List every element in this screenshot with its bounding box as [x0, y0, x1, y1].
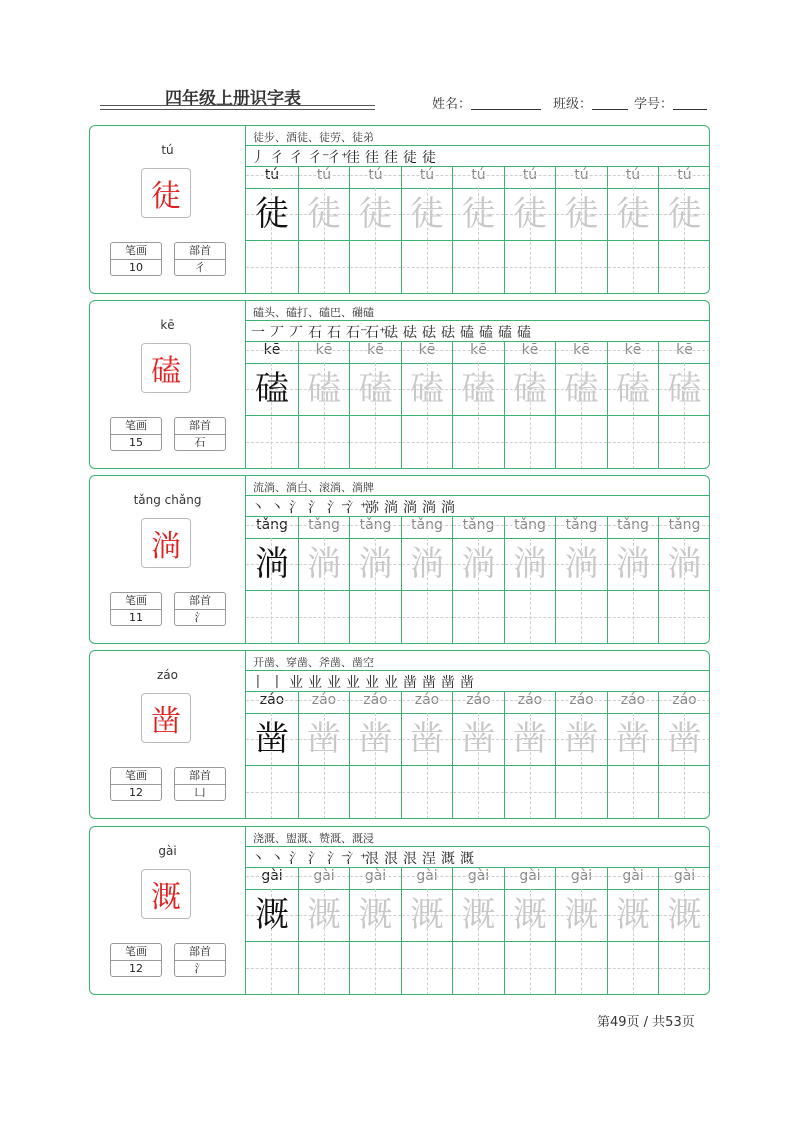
- cell-character: 磕: [410, 369, 444, 409]
- cell-character: 溉: [667, 895, 702, 935]
- stroke-step: 丨: [270, 675, 284, 691]
- stroke-step: 氵: [308, 500, 322, 516]
- stroke-order-row: [246, 670, 710, 692]
- practice-cell[interactable]: [658, 868, 710, 995]
- stroke-count-label: 笔画: [111, 418, 161, 435]
- practice-cell[interactable]: [401, 692, 453, 819]
- stroke-count-box: [110, 242, 162, 276]
- cell-character: 磕: [358, 369, 393, 409]
- character-pinyin: tú: [161, 143, 174, 157]
- stroke-count-label: 笔画: [111, 593, 161, 610]
- character-display: 凿: [141, 693, 191, 743]
- stroke-step: 淌: [422, 500, 436, 516]
- radical-box: [174, 242, 226, 276]
- stroke-count-box: [110, 767, 162, 801]
- cell-pinyin: záo: [517, 692, 543, 708]
- cell-pinyin: gài: [364, 868, 387, 884]
- stroke-step: 磕: [460, 325, 474, 341]
- practice-cell[interactable]: [452, 517, 504, 644]
- stroke-step: 丆: [270, 325, 284, 341]
- stroke-step: 凿: [460, 675, 474, 691]
- cell-character: 徒: [307, 194, 341, 234]
- character-info-panel: [90, 476, 246, 643]
- radical-label: 部首: [175, 243, 225, 260]
- stroke-step: 氵: [308, 851, 322, 867]
- cell-character: 淌: [461, 544, 496, 584]
- cell-character: 磕: [461, 369, 496, 409]
- cell-pinyin: kē: [315, 342, 333, 358]
- stroke-step: 业: [308, 675, 322, 691]
- stroke-step: 丆: [289, 325, 303, 341]
- cell-character: 磕: [513, 369, 547, 409]
- stroke-count-box: [110, 417, 162, 451]
- cell-character: 凿: [307, 719, 341, 759]
- practice-cell[interactable]: [658, 692, 710, 819]
- practice-cell[interactable]: [607, 342, 659, 469]
- cell-pinyin: záo: [259, 692, 285, 708]
- character-card: [89, 300, 710, 469]
- stroke-order-row: [246, 145, 710, 167]
- stroke-step: 业: [289, 675, 303, 691]
- stroke-step: 彳: [270, 150, 284, 166]
- stroke-step: 业: [346, 675, 360, 691]
- stroke-step: 丶: [270, 851, 284, 867]
- practice-cell[interactable]: [298, 868, 350, 995]
- cell-pinyin: záo: [363, 692, 388, 708]
- character-pinyin: záo: [157, 668, 178, 682]
- practice-grid: [246, 692, 710, 819]
- practice-cell[interactable]: [607, 692, 659, 819]
- cell-pinyin: tǎng: [565, 517, 598, 533]
- stroke-step: 泿: [384, 851, 398, 867]
- cell-pinyin: tǎng: [256, 517, 288, 533]
- cell-pinyin: gài: [570, 868, 593, 884]
- example-words: 徒步、酒徒、徒劳、徒弟: [253, 131, 374, 144]
- character-info-panel: [90, 827, 246, 994]
- character-card: [89, 475, 710, 644]
- cell-character: 凿: [667, 719, 702, 759]
- cell-pinyin: tǎng: [514, 517, 546, 533]
- character-pinyin: kē: [160, 318, 175, 332]
- stroke-count-label: 笔画: [111, 944, 161, 961]
- cell-character: 溉: [358, 895, 393, 935]
- stroke-step: 石⁻: [346, 325, 368, 341]
- stroke-step: 徒: [403, 150, 417, 166]
- stroke-step: 凿: [441, 675, 455, 691]
- radical-box: [174, 767, 226, 801]
- practice-cell[interactable]: [349, 167, 401, 294]
- cell-character: 淌: [255, 544, 289, 584]
- cell-pinyin: kē: [263, 342, 281, 358]
- stroke-step: 砝: [422, 325, 436, 341]
- practice-cell[interactable]: [246, 692, 298, 819]
- character-card: [89, 650, 710, 819]
- cell-character: 溉: [616, 895, 650, 935]
- radical-value: 凵: [194, 786, 206, 799]
- example-words: 流淌、淌白、滚淌、淌牌: [253, 481, 374, 494]
- cell-pinyin: záo: [311, 692, 337, 708]
- cell-pinyin: gài: [261, 868, 283, 884]
- stroke-step: 泿: [403, 851, 417, 867]
- cell-character: 淌: [410, 544, 444, 584]
- cell-pinyin: tú: [625, 167, 641, 183]
- worksheet-title: 四年级上册识字表: [165, 89, 301, 109]
- practice-cell[interactable]: [607, 517, 659, 644]
- character-info-panel: [90, 301, 246, 468]
- radical-label: 部首: [175, 944, 225, 961]
- character-card: [89, 125, 710, 294]
- stroke-step: 磕: [479, 325, 493, 341]
- cell-character: 凿: [564, 719, 599, 759]
- practice-grid: [246, 167, 710, 294]
- stroke-count-value: 12: [129, 962, 143, 975]
- cell-character: 凿: [410, 719, 444, 759]
- name-label: 姓名：: [432, 97, 472, 112]
- practice-cell[interactable]: [401, 167, 453, 294]
- stroke-step: 砝: [441, 325, 455, 341]
- practice-cell[interactable]: [504, 692, 556, 819]
- cell-pinyin: gài: [416, 868, 438, 884]
- practice-cell[interactable]: [298, 517, 350, 644]
- stroke-step: 石: [308, 325, 322, 341]
- practice-cell[interactable]: [555, 342, 607, 469]
- stroke-step: 砝: [403, 325, 417, 341]
- cell-character: 凿: [358, 719, 393, 759]
- character-display: 淌: [141, 518, 191, 568]
- practice-cell[interactable]: [555, 868, 607, 995]
- stroke-step: 业: [384, 675, 398, 691]
- stroke-step: 氵⁺: [346, 500, 368, 516]
- stroke-step: 徍: [384, 150, 398, 166]
- practice-cell[interactable]: [607, 868, 659, 995]
- practice-cell[interactable]: [401, 868, 453, 995]
- cell-pinyin: tú: [574, 167, 589, 183]
- stroke-step: 彳⁺: [327, 150, 349, 166]
- stroke-step: 砝: [384, 325, 398, 341]
- cell-pinyin: kē: [676, 342, 693, 358]
- stroke-step: 丶: [251, 851, 265, 867]
- stroke-step: 㳽: [365, 500, 379, 516]
- stroke-step: 彳: [289, 150, 303, 166]
- practice-cell[interactable]: [555, 167, 607, 294]
- page-number: 第49页 / 共53页: [597, 1015, 695, 1030]
- character-card: [89, 826, 710, 995]
- cell-character: 淌: [307, 544, 341, 584]
- cell-character: 淌: [358, 544, 393, 584]
- cell-pinyin: gài: [622, 868, 644, 884]
- practice-cell[interactable]: [401, 342, 453, 469]
- cell-pinyin: tǎng: [308, 517, 340, 533]
- class-field[interactable]: [553, 93, 628, 112]
- practice-cell[interactable]: [298, 342, 350, 469]
- cell-pinyin: tǎng: [668, 517, 701, 533]
- cell-pinyin: tú: [522, 167, 538, 183]
- cell-character: 溉: [307, 895, 341, 935]
- stroke-step: 彳⁻: [308, 150, 330, 166]
- practice-cell[interactable]: [349, 692, 401, 819]
- stroke-count-label: 笔画: [111, 768, 161, 785]
- practice-cell[interactable]: [349, 342, 401, 469]
- title-underline: [100, 105, 375, 106]
- cell-character: 徒: [616, 194, 650, 234]
- practice-cell[interactable]: [555, 517, 607, 644]
- cell-character: 淌: [564, 544, 599, 584]
- stroke-step: 业: [327, 675, 341, 691]
- stroke-count-value: 15: [129, 436, 143, 449]
- cell-character: 徒: [667, 194, 702, 234]
- stroke-step: 氵⁻: [327, 851, 349, 867]
- cell-pinyin: tú: [368, 167, 383, 183]
- character-info-panel: [90, 651, 246, 818]
- stroke-order-row: [246, 320, 710, 342]
- stroke-step: 淌: [384, 500, 398, 516]
- cell-character: 徒: [564, 194, 599, 234]
- cell-pinyin: tú: [316, 167, 332, 183]
- stroke-step: 徒: [422, 150, 436, 166]
- cell-pinyin: záo: [569, 692, 594, 708]
- practice-cell[interactable]: [452, 692, 504, 819]
- stroke-step: 徍: [365, 150, 379, 166]
- practice-cell[interactable]: [658, 517, 710, 644]
- stroke-step: 泿: [365, 851, 379, 867]
- practice-cell[interactable]: [246, 342, 298, 469]
- cell-character: 徒: [358, 194, 393, 234]
- practice-cell[interactable]: [555, 692, 607, 819]
- radical-value: 石: [194, 436, 206, 449]
- name-field[interactable]: [432, 93, 541, 112]
- practice-grid: [246, 517, 710, 644]
- cell-character: 溉: [564, 895, 599, 935]
- cell-character: 凿: [513, 719, 547, 759]
- cell-pinyin: gài: [467, 868, 490, 884]
- example-words: 开凿、穿凿、斧凿、凿空: [253, 656, 374, 669]
- radical-value: 氵: [194, 611, 206, 624]
- stroke-step: 凿: [422, 675, 436, 691]
- example-words: 浇溉、盥溉、赞溉、溉浸: [253, 832, 374, 845]
- stroke-step: 溉: [441, 851, 455, 867]
- cell-character: 凿: [461, 719, 496, 759]
- practice-cell[interactable]: [246, 167, 298, 294]
- title-underline-2: [100, 109, 375, 110]
- practice-cell[interactable]: [452, 868, 504, 995]
- practice-cell[interactable]: [504, 167, 556, 294]
- cell-pinyin: tǎng: [359, 517, 392, 533]
- character-display: 溉: [141, 869, 191, 919]
- radical-value: 氵: [194, 962, 206, 975]
- stroke-step: 石⁺: [365, 325, 387, 341]
- cell-character: 磕: [255, 369, 289, 409]
- cell-pinyin: tú: [264, 167, 280, 183]
- radical-box: [174, 592, 226, 626]
- cell-character: 磕: [564, 369, 599, 409]
- practice-cell[interactable]: [607, 167, 659, 294]
- cell-pinyin: tú: [677, 167, 692, 183]
- stroke-step: 一: [251, 325, 265, 341]
- cell-character: 淌: [616, 544, 650, 584]
- character-display: 磕: [141, 343, 191, 393]
- cell-pinyin: kē: [573, 342, 590, 358]
- stroke-step: 业: [365, 675, 379, 691]
- student-id-field[interactable]: [634, 93, 707, 112]
- cell-character: 磕: [307, 369, 341, 409]
- stroke-step: 丨: [251, 675, 265, 691]
- stroke-step: 溉: [460, 851, 474, 867]
- practice-cell[interactable]: [349, 517, 401, 644]
- stroke-step: 丶: [270, 500, 284, 516]
- radical-label: 部首: [175, 418, 225, 435]
- stroke-count-value: 11: [129, 611, 143, 624]
- stroke-step: 凿: [403, 675, 417, 691]
- cell-character: 凿: [616, 719, 650, 759]
- stroke-step: 淌: [441, 500, 455, 516]
- stroke-step: 磕: [517, 325, 531, 341]
- cell-character: 徒: [255, 194, 289, 234]
- cell-character: 磕: [667, 369, 702, 409]
- practice-grid: [246, 342, 710, 469]
- practice-cell[interactable]: [504, 517, 556, 644]
- cell-pinyin: záo: [414, 692, 440, 708]
- stroke-step: 石: [327, 325, 341, 341]
- practice-cell[interactable]: [246, 517, 298, 644]
- practice-cell[interactable]: [298, 167, 350, 294]
- stroke-step: 氵: [289, 851, 303, 867]
- practice-cell[interactable]: [401, 517, 453, 644]
- cell-pinyin: tǎng: [617, 517, 649, 533]
- character-display: 徒: [141, 168, 191, 218]
- stroke-count-value: 12: [129, 786, 143, 799]
- cell-pinyin: gài: [313, 868, 335, 884]
- cell-pinyin: tú: [471, 167, 486, 183]
- practice-cell[interactable]: [298, 692, 350, 819]
- radical-box: [174, 417, 226, 451]
- practice-cell[interactable]: [452, 167, 504, 294]
- cell-pinyin: záo: [620, 692, 646, 708]
- cell-pinyin: záo: [466, 692, 491, 708]
- practice-cell[interactable]: [452, 342, 504, 469]
- stroke-count-box: [110, 592, 162, 626]
- stroke-order-row: [246, 846, 710, 868]
- stroke-step: 氵: [289, 500, 303, 516]
- practice-cell[interactable]: [504, 342, 556, 469]
- stroke-step: 徍: [346, 150, 360, 166]
- practice-grid: [246, 868, 710, 995]
- stroke-step: 浧: [422, 851, 436, 867]
- practice-cell[interactable]: [246, 868, 298, 995]
- radical-label: 部首: [175, 768, 225, 785]
- cell-character: 徒: [410, 194, 444, 234]
- cell-pinyin: záo: [672, 692, 697, 708]
- cell-character: 溉: [410, 895, 444, 935]
- practice-cell[interactable]: [349, 868, 401, 995]
- example-words: 磕头、磕打、磕巴、磞磕: [253, 306, 374, 319]
- stroke-count-box: [110, 943, 162, 977]
- cell-character: 溉: [461, 895, 496, 935]
- practice-cell[interactable]: [504, 868, 556, 995]
- cell-pinyin: kē: [521, 342, 539, 358]
- student-id-label: 学号：: [634, 97, 674, 112]
- cell-character: 溉: [255, 895, 289, 935]
- cell-pinyin: gài: [673, 868, 696, 884]
- stroke-step: 磕: [498, 325, 512, 341]
- cell-character: 淌: [667, 544, 702, 584]
- cell-pinyin: kē: [418, 342, 436, 358]
- radical-value: 彳: [194, 261, 206, 274]
- radical-box: [174, 943, 226, 977]
- cell-character: 凿: [255, 719, 289, 759]
- stroke-step: 氵⁺: [346, 851, 368, 867]
- cell-pinyin: tǎng: [462, 517, 495, 533]
- cell-character: 溉: [513, 895, 547, 935]
- cell-pinyin: kē: [470, 342, 487, 358]
- cell-pinyin: tú: [419, 167, 435, 183]
- cell-pinyin: tǎng: [411, 517, 443, 533]
- cell-pinyin: kē: [367, 342, 384, 358]
- practice-cell[interactable]: [658, 167, 710, 294]
- cell-pinyin: kē: [624, 342, 642, 358]
- cell-pinyin: gài: [519, 868, 541, 884]
- class-label: 班级：: [553, 97, 593, 112]
- character-info-panel: [90, 126, 246, 293]
- radical-label: 部首: [175, 593, 225, 610]
- stroke-step: 淌: [403, 500, 417, 516]
- cell-character: 淌: [513, 544, 547, 584]
- cell-character: 徒: [461, 194, 496, 234]
- stroke-order-row: [246, 495, 710, 517]
- stroke-step: 丶: [251, 500, 265, 516]
- practice-cell[interactable]: [658, 342, 710, 469]
- stroke-count-label: 笔画: [111, 243, 161, 260]
- stroke-step: 氵⁻: [327, 500, 349, 516]
- character-pinyin: gài: [158, 844, 177, 858]
- stroke-step: 丿: [251, 150, 265, 166]
- cell-character: 磕: [616, 369, 650, 409]
- character-pinyin: tǎng chǎng: [133, 493, 202, 507]
- stroke-count-value: 10: [129, 261, 143, 274]
- cell-character: 徒: [513, 194, 547, 234]
